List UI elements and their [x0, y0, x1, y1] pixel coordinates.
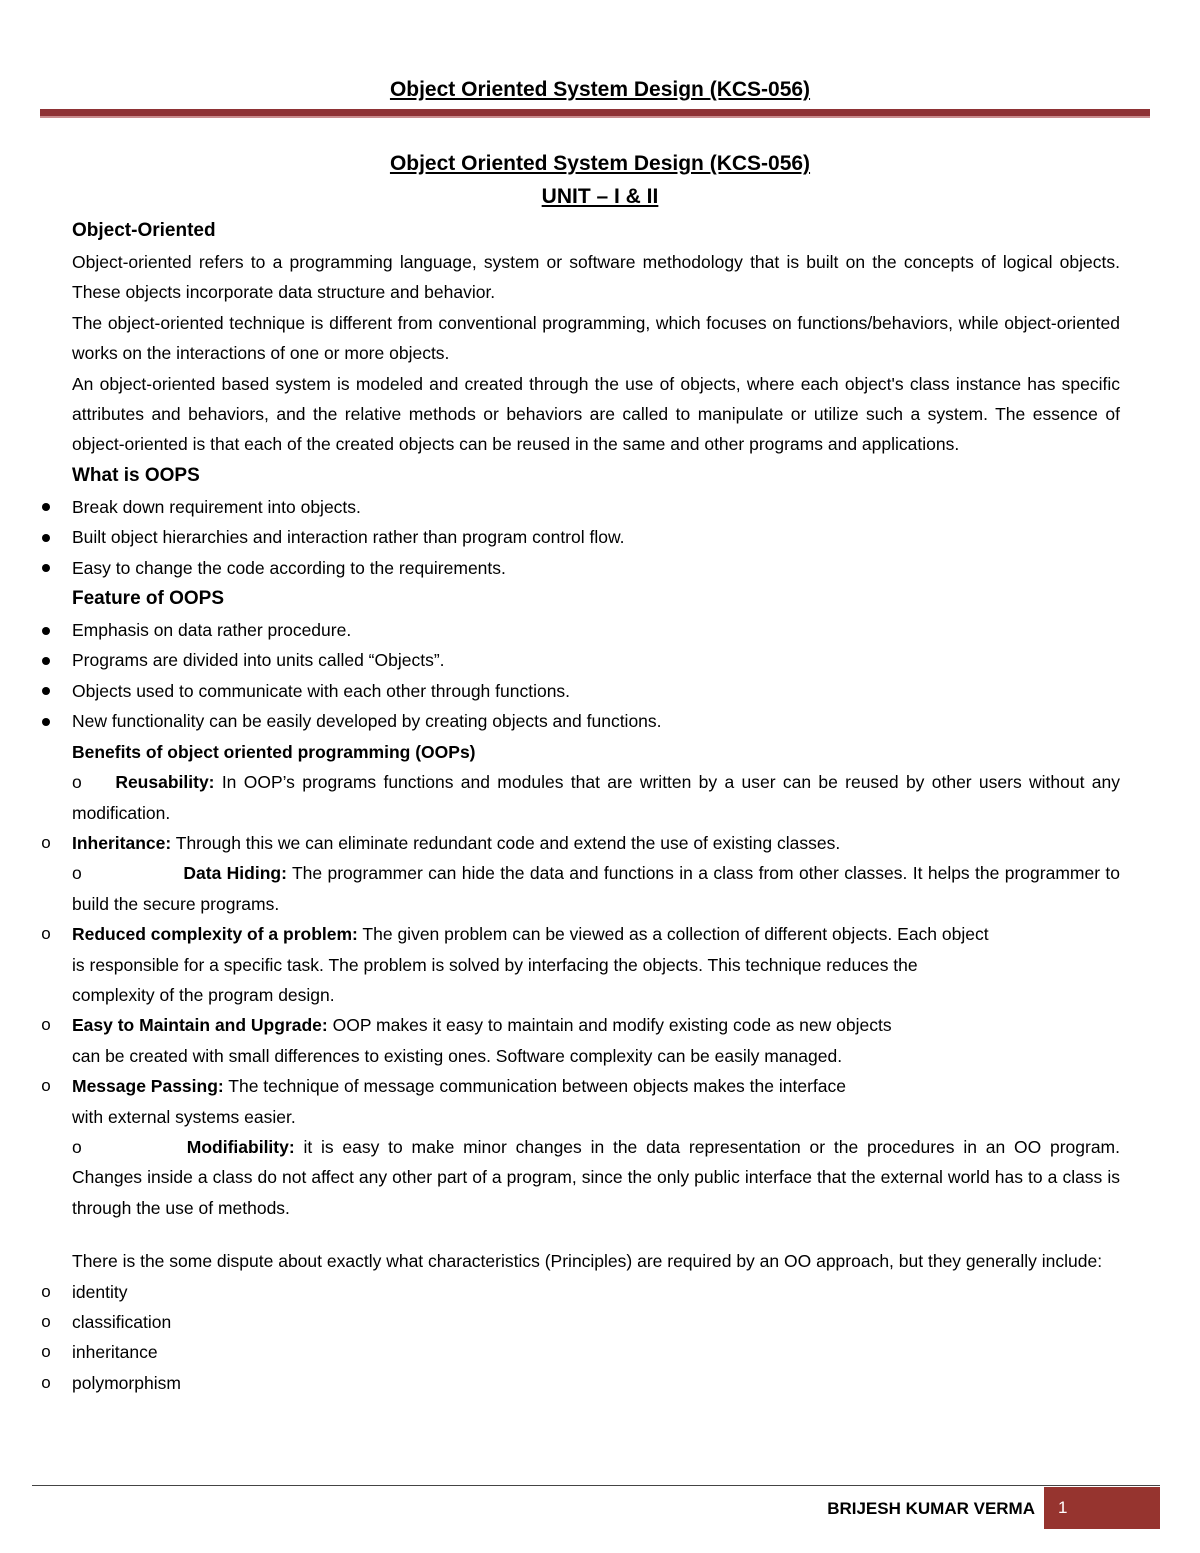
- list-item: o polymorphism: [72, 1368, 1120, 1398]
- circle-bullet-icon: o: [41, 1372, 51, 1392]
- benefit-item: o Message Passing: The technique of message communication between objects makes the interface: [72, 1071, 1120, 1101]
- circle-bullet-icon: o: [41, 1015, 51, 1035]
- benefit-item: o Easy to Maintain and Upgrade: OOP makes it easy to maintain and modify existing code as new objects: [72, 1010, 1120, 1040]
- circle-bullet-icon: o: [41, 1342, 51, 1362]
- heading-object-oriented: Object-Oriented: [72, 220, 216, 241]
- bullet-icon: [36, 676, 56, 706]
- list-item: New functionality can be easily developed by creating objects and functions.: [72, 706, 1120, 736]
- running-header-title: Object Oriented System Design (KCS-056): [389, 78, 811, 101]
- list-item: Easy to change the code according to the requirements.: [72, 553, 1120, 583]
- benefit-continuation: can be created with small differences to existing ones. Software complexity can be easily managed.: [72, 1045, 843, 1066]
- bullet-icon: [36, 615, 56, 645]
- benefit-continuation: with external systems easier.: [72, 1106, 296, 1127]
- list-item: Objects used to communicate with each other through functions.: [72, 676, 1120, 706]
- list-item: Break down requirement into objects.: [72, 492, 1120, 522]
- benefit-item: o Data Hiding: The programmer can hide the data and functions in a class from other classes. It helps the programmer to build the secure programs.: [72, 858, 1120, 919]
- header-rule: [40, 109, 1150, 118]
- bullet-icon: [36, 706, 56, 736]
- paragraph: Object-oriented refers to a programming language, system or software methodology that is built on the concepts of logical objects. These objects incorporate data structure and behavior.: [72, 252, 1120, 303]
- footer-rule: [32, 1485, 1160, 1486]
- bullet-icon: [36, 492, 56, 522]
- benefit-continuation: is responsible for a specific task. The problem is solved by interfacing the objects. This technique reduces the: [72, 954, 918, 975]
- list-item: o classification: [72, 1307, 1120, 1337]
- benefit-item: o Reusability: In OOP’s programs functions and modules that are written by a user can be reused by other users without any modification.: [72, 767, 1120, 828]
- circle-bullet-icon: o: [72, 772, 82, 793]
- list-item: o identity: [72, 1277, 1120, 1307]
- list-item: o inheritance: [72, 1337, 1120, 1367]
- circle-bullet-icon: o: [41, 1281, 51, 1301]
- circle-bullet-icon: o: [41, 924, 51, 944]
- heading-benefits: Benefits of object oriented programming (OOPs): [72, 741, 476, 762]
- benefit-item: o Modifiability: it is easy to make minor changes in the data representation or the procedures in an OO program. Changes inside a class do not affect any other part of a program, since the only public interface that the external world has to a class is through the use of methods.: [72, 1132, 1120, 1223]
- unit-title: UNIT – I & II: [541, 185, 659, 208]
- list-item: Built object hierarchies and interaction rather than program control flow.: [72, 522, 1120, 552]
- heading-feature-of-oops: Feature of OOPS: [72, 588, 225, 610]
- footer-author: BRIJESH KUMAR VERMA: [827, 1499, 1035, 1518]
- circle-bullet-icon: o: [41, 1312, 51, 1331]
- page-number: 1: [1044, 1487, 1160, 1529]
- document-body: [41, 215, 1120, 1398]
- circle-bullet-icon: o: [72, 1136, 82, 1157]
- benefit-item: o Reduced complexity of a problem: The given problem can be viewed as a collection of different objects. Each object: [72, 919, 1120, 949]
- circle-bullet-icon: o: [72, 863, 82, 884]
- list-item: Programs are divided into units called “Objects”.: [72, 645, 1120, 675]
- heading-what-is-oops: What is OOPS: [72, 464, 200, 486]
- paragraph: The object-oriented technique is different from conventional programming, which focuses on functions/behaviors, while object-oriented works on the interactions of one or more objects.: [72, 312, 1120, 364]
- bullet-icon: [36, 645, 56, 675]
- circle-bullet-icon: o: [41, 1076, 51, 1096]
- list-item: Emphasis on data rather procedure.: [72, 615, 1120, 645]
- paragraph: An object-oriented based system is modeled and created through the use of objects, where each object's class instance has specific attributes and behaviors, and the relative methods or behaviors are called to manipulate or utilize such a system. The essence of object-oriented is that each of the created objects can be reused in the same and other programs and applications.: [72, 373, 1120, 455]
- course-title: Object Oriented System Design (KCS-056): [389, 152, 811, 175]
- bullet-icon: [36, 553, 56, 583]
- benefit-continuation: complexity of the program design.: [72, 984, 335, 1005]
- principles-intro: There is the some dispute about exactly what characteristics (Principles) are required by an OO approach, but they generally include:: [72, 1251, 1103, 1272]
- bullet-icon: [36, 522, 56, 552]
- benefit-item: o Inheritance: Through this we can eliminate redundant code and extend the use of existing classes.: [72, 828, 1120, 858]
- circle-bullet-icon: o: [41, 832, 51, 852]
- title-block: [0, 147, 1200, 213]
